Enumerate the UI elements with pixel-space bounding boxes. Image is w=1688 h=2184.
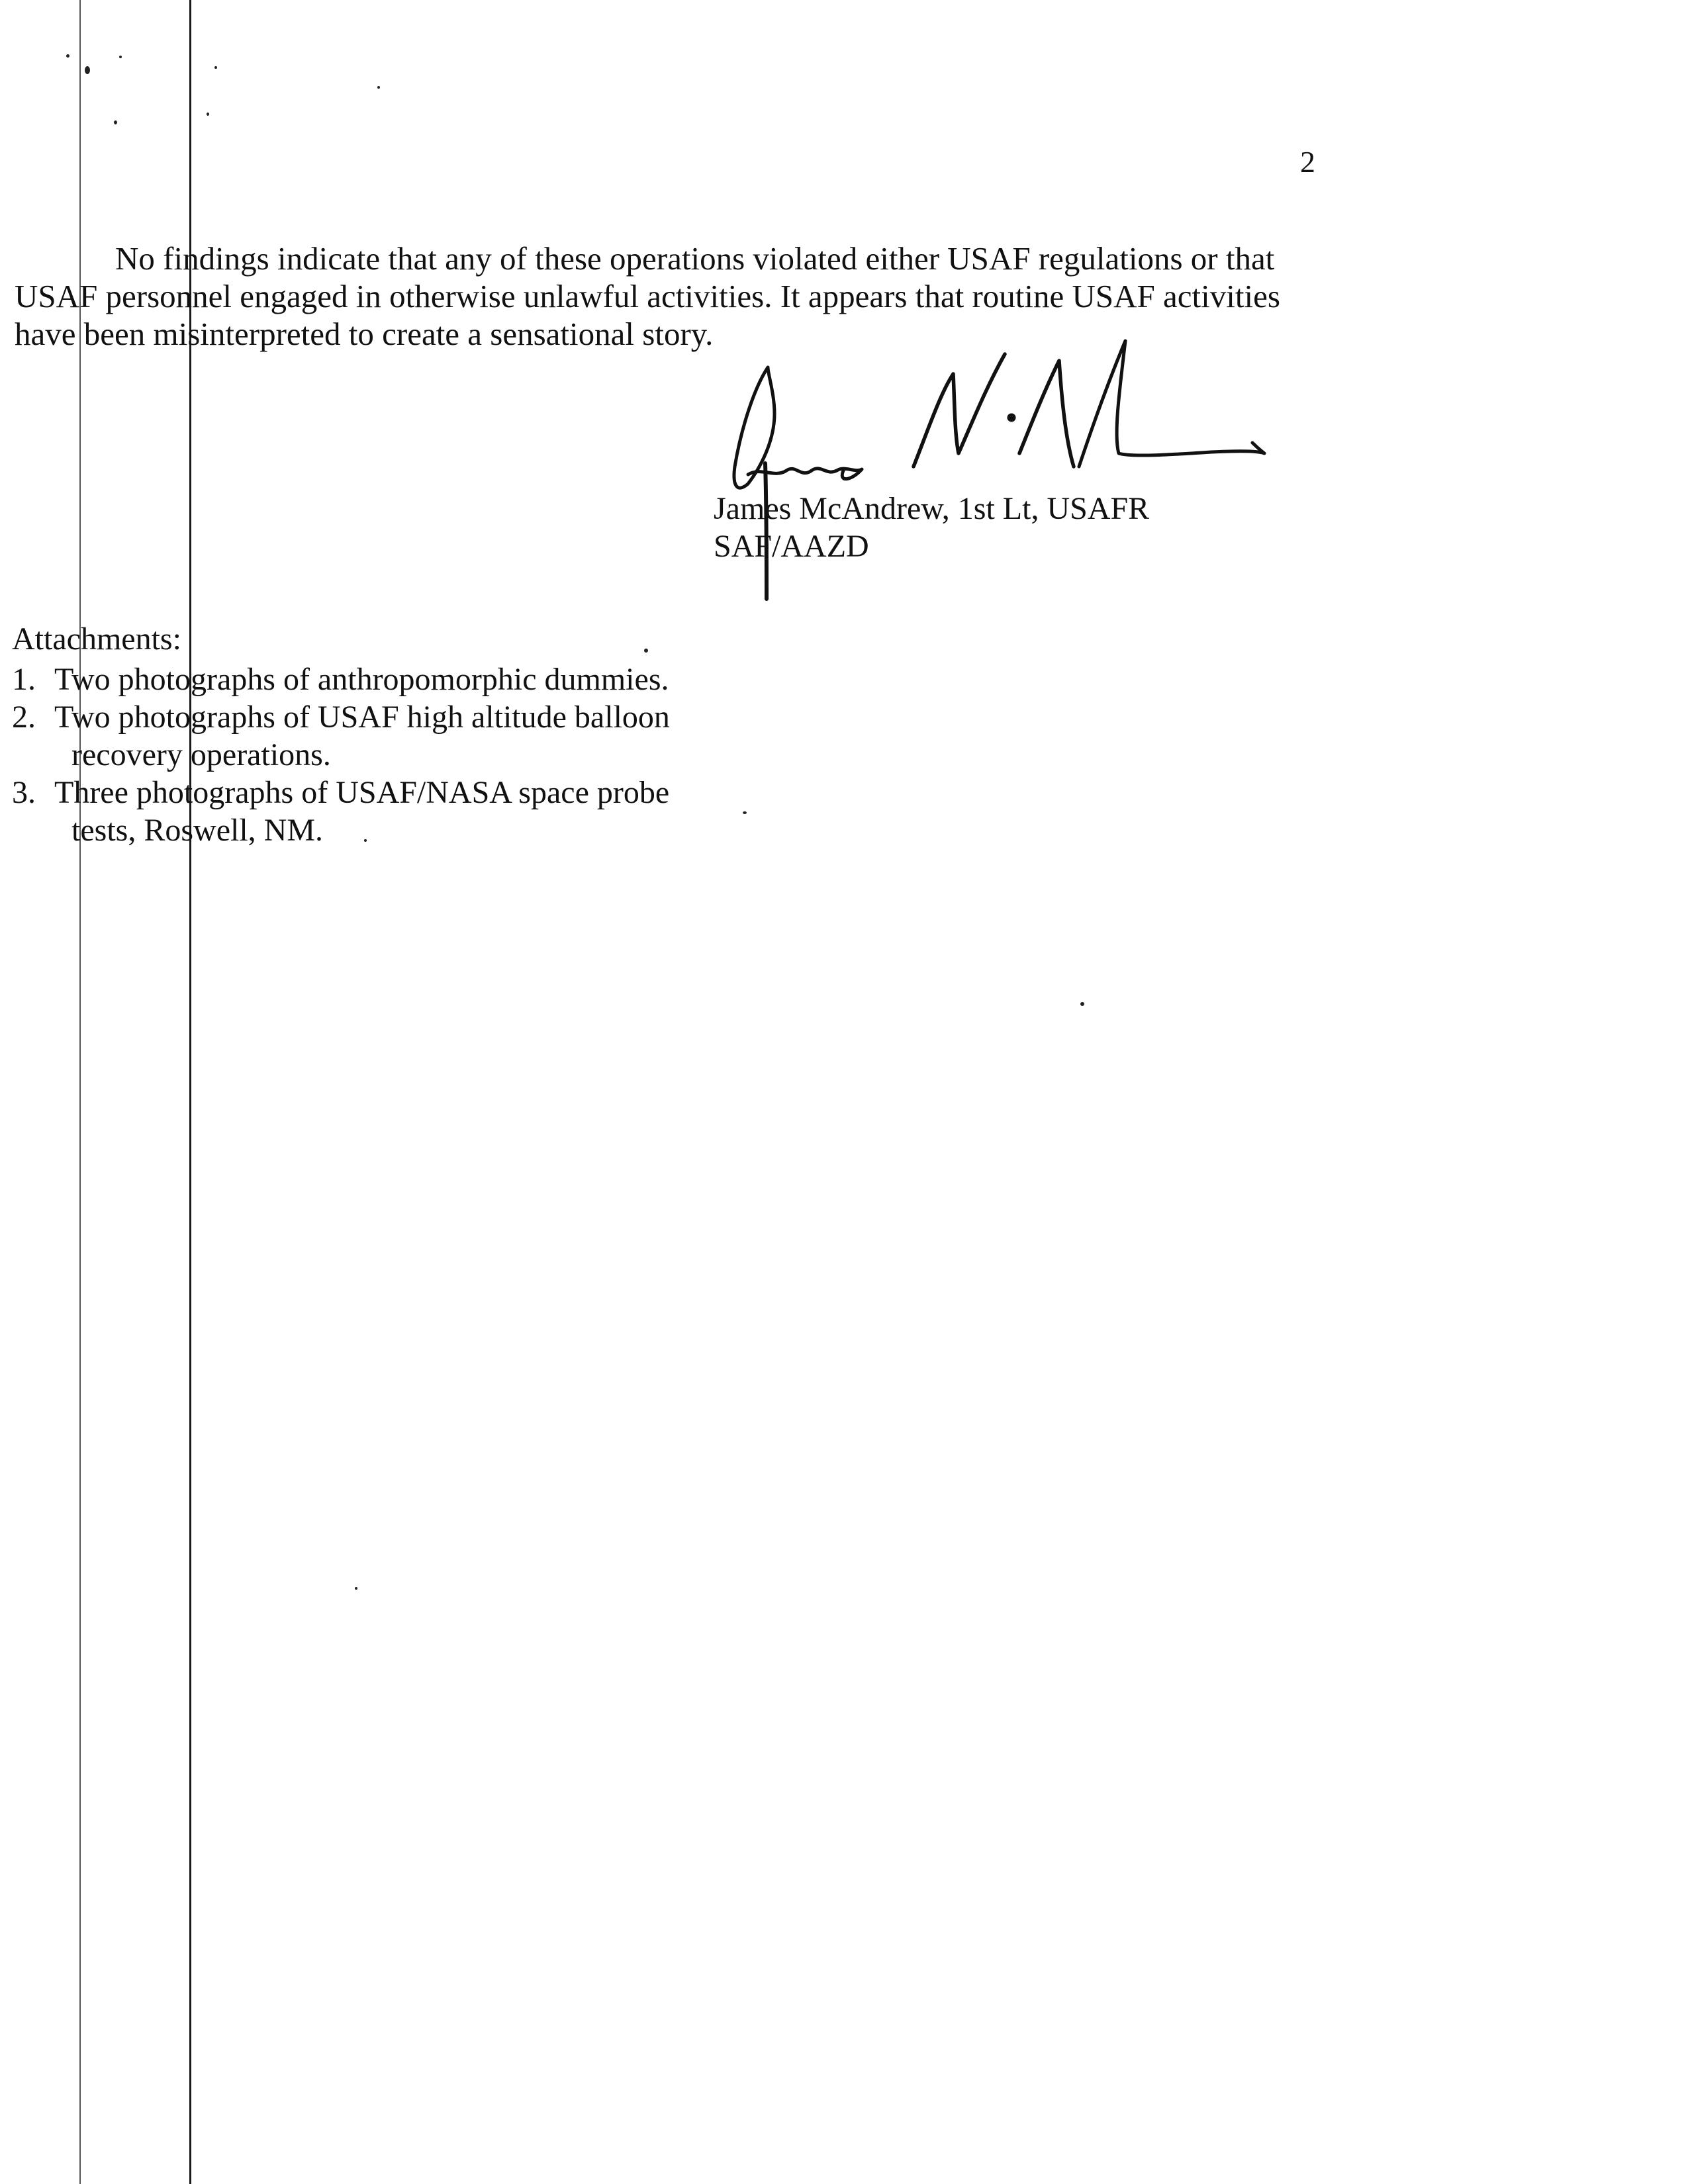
attachment-line: Two photographs of anthropomorphic dummies.: [54, 662, 669, 697]
scan-speck: [1080, 1002, 1084, 1006]
attachment-text: [54, 660, 736, 698]
attachment-item: [12, 698, 736, 774]
scan-speck: [644, 649, 648, 653]
attachments-heading: Attachments:: [12, 621, 181, 657]
attachments-list: [12, 660, 736, 849]
scan-speck: [119, 56, 122, 58]
scan-speck: [743, 811, 747, 814]
attachment-text: [54, 774, 736, 849]
scan-speck: [377, 86, 380, 89]
signer-office: SAF/AAZD: [714, 529, 869, 564]
page-number: 2: [1300, 145, 1315, 179]
signature-block: [714, 490, 1149, 565]
signer-name: James McAndrew, 1st Lt, USAFR: [714, 491, 1150, 526]
attachment-line-continuation: tests, Roswell, NM.: [71, 813, 324, 848]
attachment-text: [54, 698, 736, 774]
attachment-item: [12, 774, 736, 849]
attachment-number: 2.: [12, 700, 36, 735]
scan-speck: [114, 120, 117, 124]
scan-speck: [355, 1587, 357, 1590]
attachment-line: Three photographs of USAF/NASA space probe: [54, 775, 670, 810]
attachment-number: 3.: [12, 775, 36, 810]
scan-speck: [207, 113, 209, 116]
attachment-item: [12, 660, 736, 698]
attachment-line: Two photographs of USAF high altitude balloon: [54, 700, 670, 735]
attachment-number: 1.: [12, 662, 36, 697]
scan-speck: [85, 66, 90, 74]
attachment-line-continuation: recovery operations.: [71, 737, 331, 772]
scan-speck: [214, 66, 217, 69]
body-paragraph-text: No findings indicate that any of these operations violated either USAF regulations or that USAF personnel engaged in otherwise unlawful activities. It appears that routine USAF activities have been misinterpreted to create a sensational story.: [15, 240, 1280, 352]
scan-speck: [66, 54, 70, 58]
